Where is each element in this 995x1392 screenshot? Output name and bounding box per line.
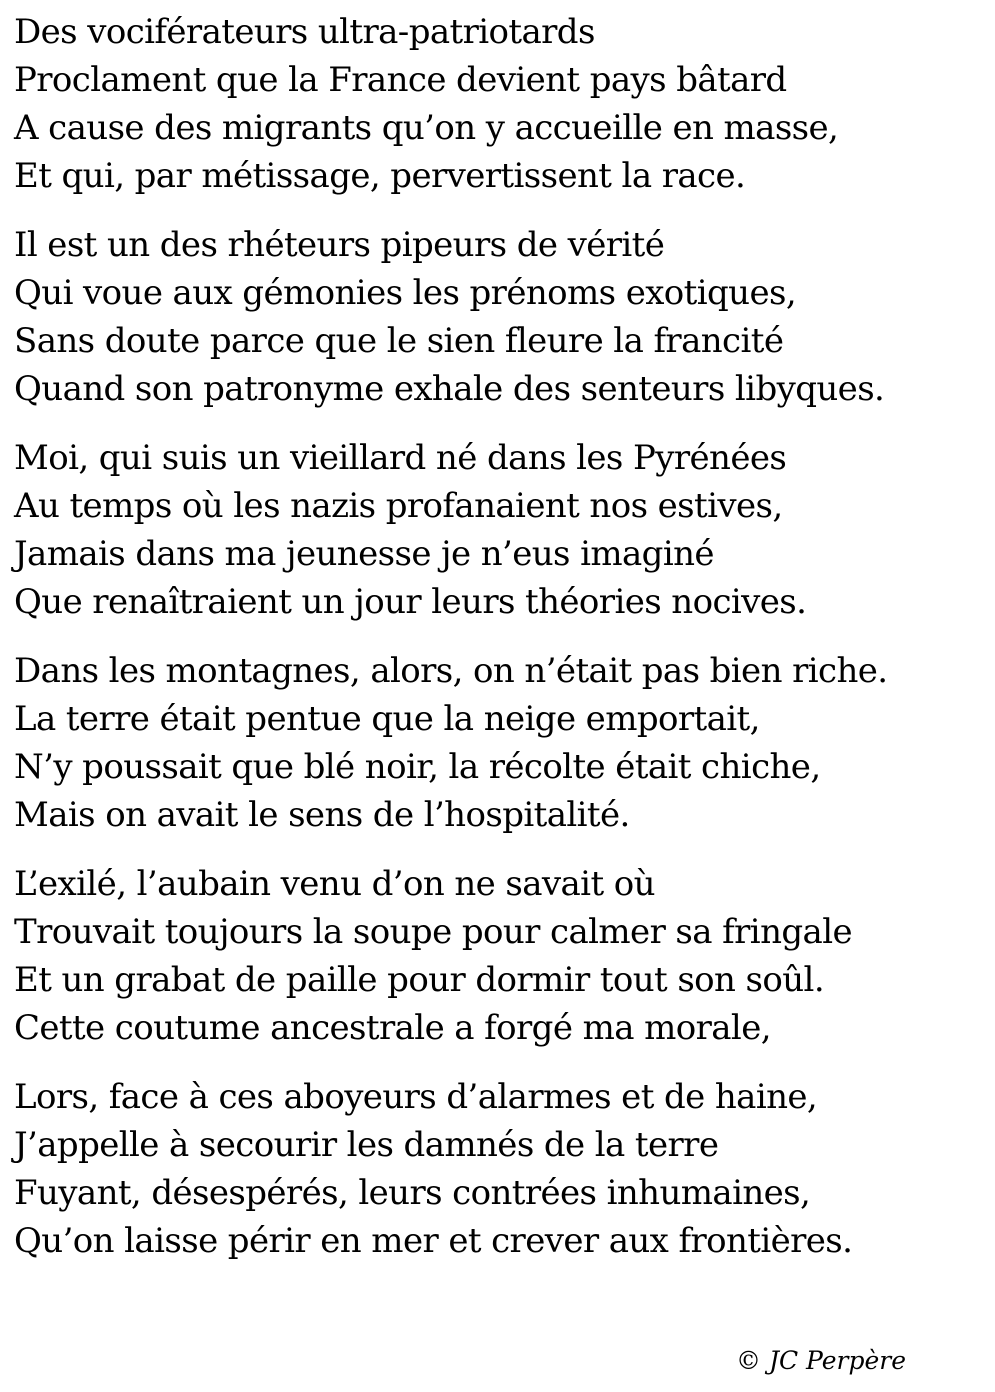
poem-line: Et qui, par métissage, pervertissent la race.: [14, 156, 746, 196]
poem-line: Lors, face à ces aboyeurs d’alarmes et de haine,: [14, 1077, 818, 1117]
poem-line: Quand son patronyme exhale des senteurs libyques.: [14, 369, 885, 409]
poem-line: Sans doute parce que le sien fleure la francité: [14, 321, 784, 361]
author-signature: © JC Perpère: [736, 1346, 907, 1375]
poem-line: Mais on avait le sens de l’hospitalité.: [14, 795, 630, 835]
poem-line: A cause des migrants qu’on y accueille en masse,: [14, 108, 839, 148]
poem-line: Moi, qui suis un vieillard né dans les Pyrénées: [14, 438, 787, 478]
poem-line: La terre était pentue que la neige emportait,: [14, 699, 760, 739]
poem-line: Des vociférateurs ultra-patriotards: [14, 12, 595, 52]
poem-line: Dans les montagnes, alors, on n’était pas bien riche.: [14, 651, 888, 691]
poem-line: L’exilé, l’aubain venu d’on ne savait où: [14, 864, 655, 904]
poem-line: Qui voue aux gémonies les prénoms exotiques,: [14, 273, 797, 313]
poem-line: Cette coutume ancestrale a forgé ma morale,: [14, 1008, 771, 1048]
stanza-4: [14, 647, 989, 839]
poem-line: Et un grabat de paille pour dormir tout son soûl.: [14, 960, 825, 1000]
poem-line: Au temps où les nazis profanaient nos estives,: [14, 486, 783, 526]
poem-line: Trouvait toujours la soupe pour calmer sa fringale: [14, 912, 852, 952]
poem-line: Fuyant, désespérés, leurs contrées inhumaines,: [14, 1173, 811, 1213]
poem-line: Proclament que la France devient pays bâtard: [14, 60, 787, 100]
stanza-3: [14, 434, 989, 626]
stanza-6: [14, 1073, 989, 1265]
poem-line: N’y poussait que blé noir, la récolte était chiche,: [14, 747, 821, 787]
poem-line: Que renaîtraient un jour leurs théories nocives.: [14, 582, 807, 622]
poem-line: J’appelle à secourir les damnés de la terre: [14, 1125, 719, 1165]
stanza-1: [14, 8, 989, 200]
poem-line: Jamais dans ma jeunesse je n’eus imaginé: [14, 534, 714, 574]
poem: [14, 8, 989, 1286]
stanza-5: [14, 860, 989, 1052]
poem-line: Qu’on laisse périr en mer et crever aux frontières.: [14, 1221, 853, 1261]
stanza-2: [14, 221, 989, 413]
poem-line: Il est un des rhéteurs pipeurs de vérité: [14, 225, 665, 265]
